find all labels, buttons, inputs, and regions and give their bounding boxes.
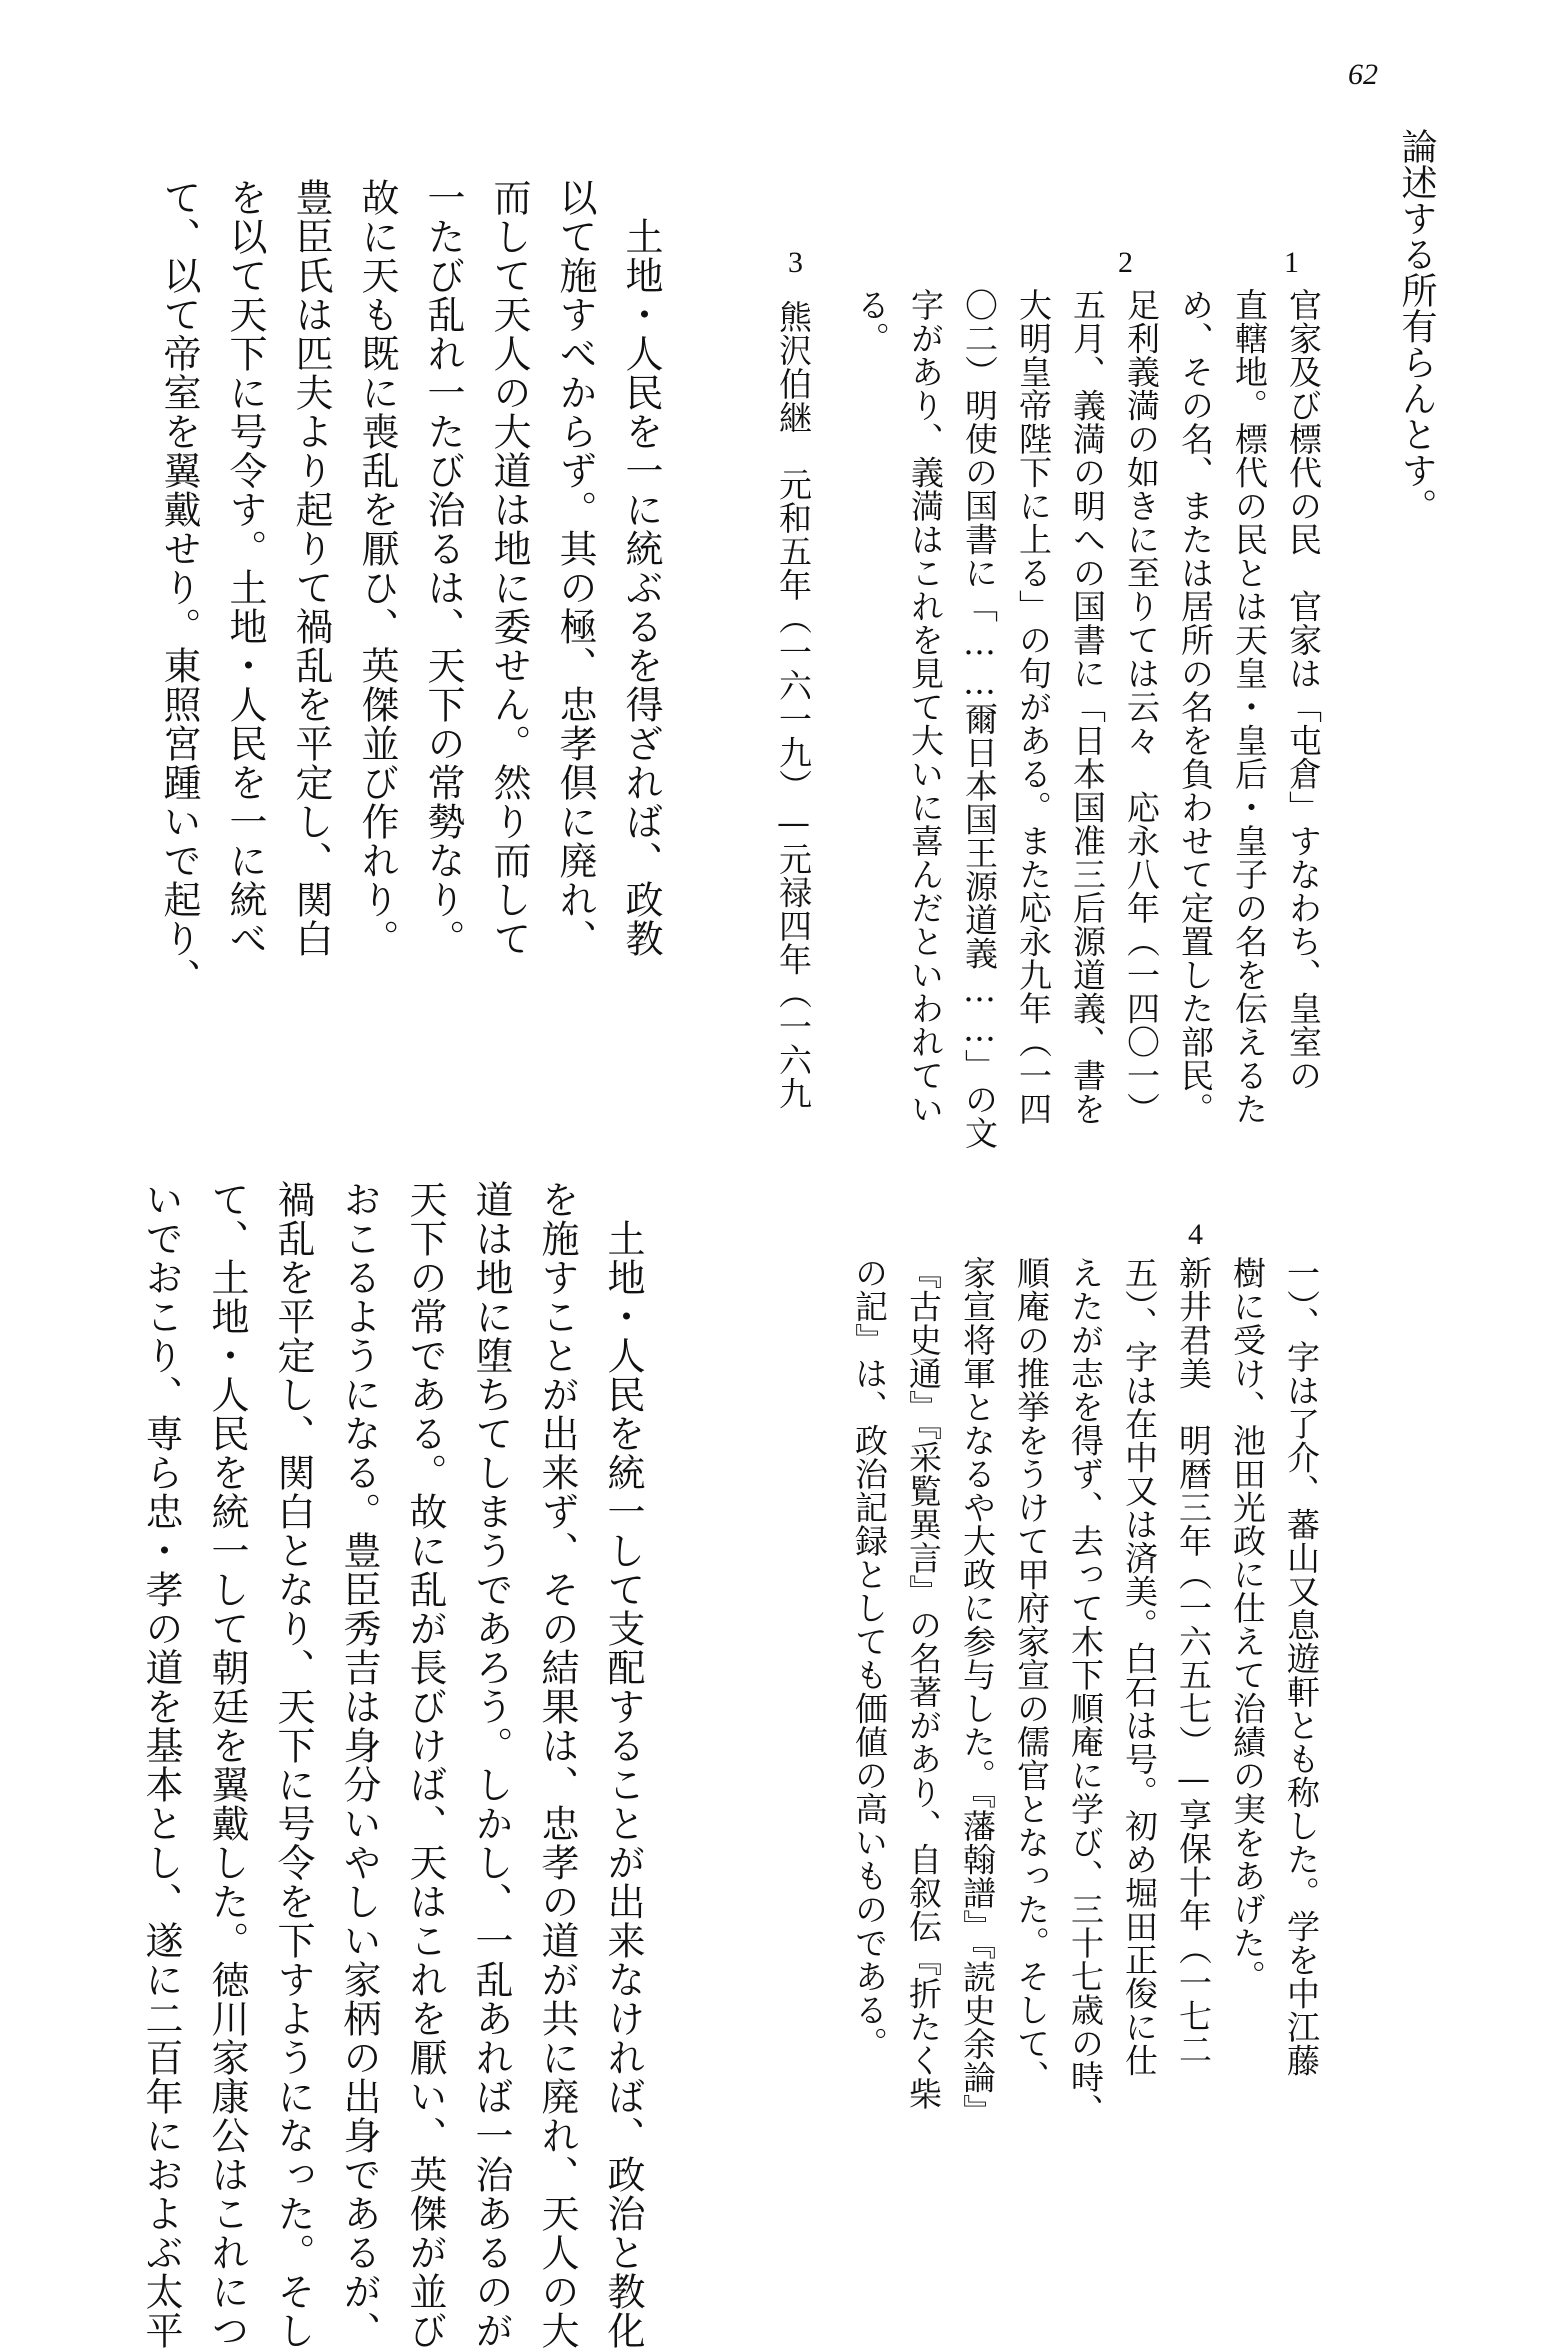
translation-text: 土地・人民を統一して支配することが出来なければ、政治と教化 を施すことが出来ず、その結果は、忠孝の道が共に廃れ、天人の大 道は地に堕ちてしまうであろう。しかし、一乱あれば一治あるのが 天下の常である。故に乱が長びけば、天はこれを厭い、英傑が並び おこるようになる。豊臣秀吉は身分いやしい家柄の出身であるが、 禍乱を平定し、関白となり、天下に号令を下すようになった。そし て、土地・人民を統一して朝廷を翼戴した。徳川家康公はこれにつ いでおこり、専ら忠・孝の道を基本とし、遂に二百年におよぶ太平 [139, 1180, 645, 2350]
note-number-3: 3 [788, 246, 803, 279]
page-number: 62 [1348, 58, 1378, 91]
note-number-2: 2 [1118, 246, 1133, 279]
note-1-text: 官家及び標代の民 官家は「屯倉」すなわち、皇室の 直轄地。標代の民とは天皇・皇后・皇子の名を伝えるた め、その名、または居所の名を負わせて定置した部民。 [1176, 288, 1323, 1126]
note-number-4: 4 [1188, 1218, 1203, 1251]
original-text: 土地・人民を一に統ぶるを得ざれば、政教 以て施すべからず。其の極、忠孝倶に廃れ、 而して天人の大道は地に委せん。然り而して 一たび乱れ一たび治るは、天下の常勢なり。 故に天も既に喪乱を厭ひ、英傑並び作れり。 豊臣氏は匹夫より起りて禍乱を平定し、関白 を以て天下に号令す。土地・人民を一に統べ て、以て帝室を翼戴せり。東照宮踵いで起り、 [157, 178, 663, 997]
note-2-text: 足利義満の如きに至りては云々 応永八年（一四〇一） 五月、義満の明への国書に「日本国准三后源道義、書を 大明皇帝陛下に上る」の句がある。また応永九年（一四 〇二）明使の国書に「……爾日本国王源道義……」の文 字があり、義満はこれを見て大いに喜んだといわれてい る。 [852, 288, 1161, 1150]
note-4-text: 一）、字は了介、蕃山又息遊軒とも称した。学を中江藤 樹に受け、池田光政に仕えて治績の実をあげた。 新井君美 明暦三年（一六五七）—享保十年（一七二 五）、字は在中又は済美。白石は号。初め堀田正俊に仕 えたが志を得ず、去って木下順庵に学び、三十七歳の時、 順庵の推挙をうけて甲府家宣の儒官となった。そして、 家宣将軍となるや大政に参与した。『藩翰譜』『読史余論』 『古史通』『采覧異言』の名著があり、自叙伝『折たく柴 の記』は、政治記録としても価値の高いものである。 [850, 1256, 1321, 2128]
note-number-1: 1 [1284, 246, 1299, 279]
note-3-text: 熊沢伯継 元和五年（一六一九）—元禄四年（一六九 [774, 300, 813, 1110]
intro-line: 論述する所有らんとす。 [1396, 128, 1437, 524]
